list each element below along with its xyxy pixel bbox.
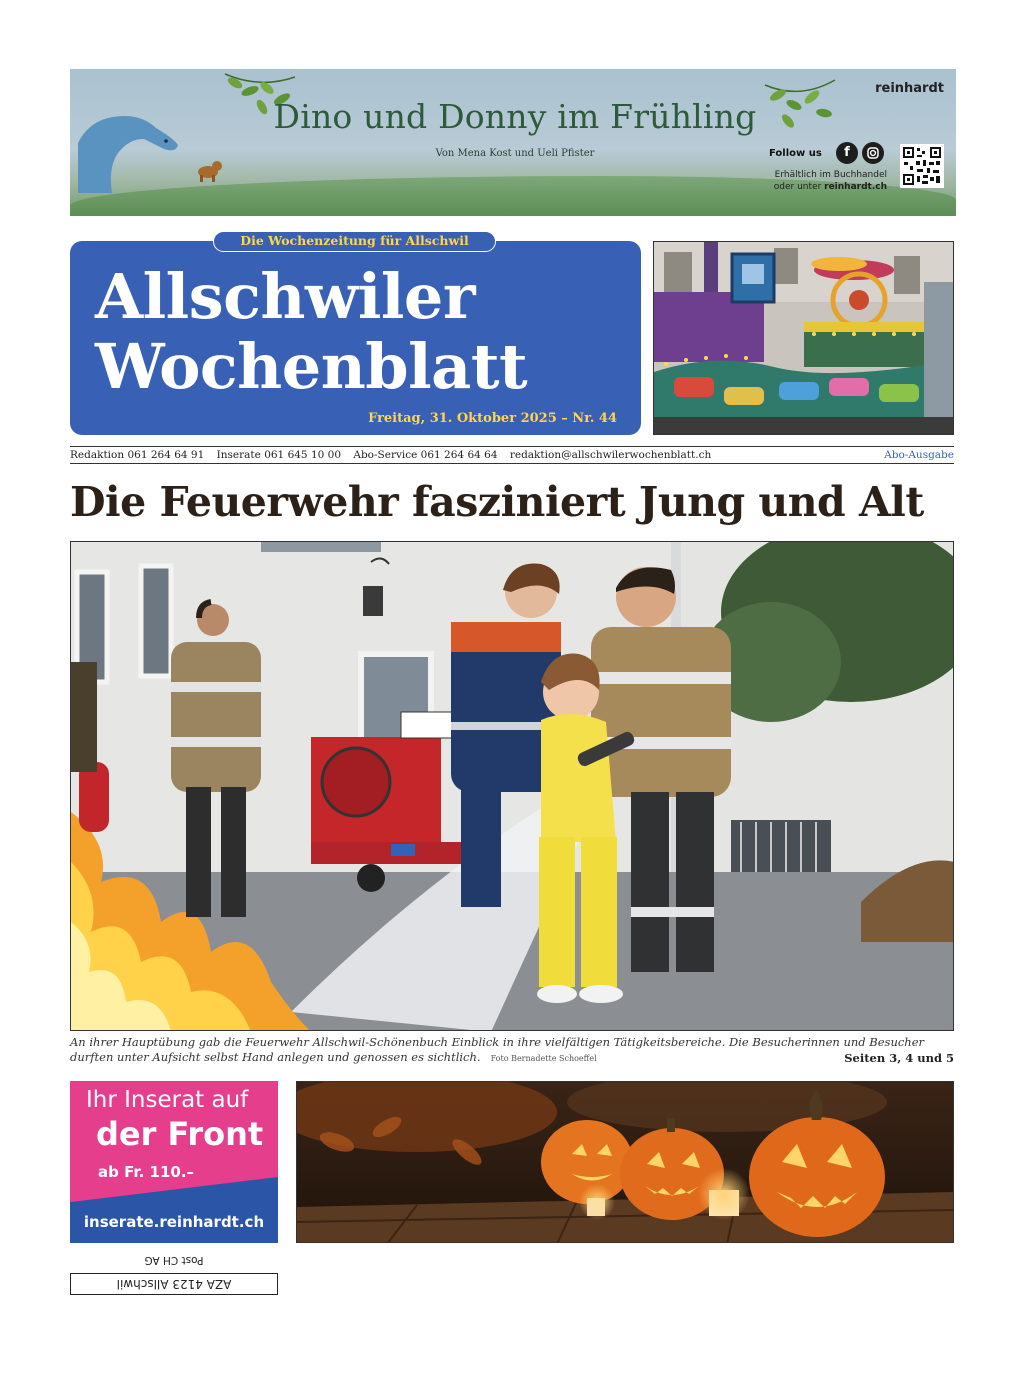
contact-list — [70, 449, 720, 461]
available-online: oder unter reinhardt.ch — [773, 182, 887, 192]
caption-text: An ihrer Hauptübung gab die Feuerwehr Allschwil-Schönenbuch Einblick in ihre vielfältigen Tätigkeitsbereiche. Die Besucherinnen und Besucher durften unter Aufsicht selbst Hand anlegen und genossen es sichtlich. — [70, 1035, 925, 1064]
qr-code-icon[interactable] — [900, 144, 944, 188]
leaves-right-icon — [760, 75, 840, 135]
facebook-icon[interactable]: f — [836, 142, 858, 164]
fire-brigade-photo — [70, 541, 954, 1031]
page-reference[interactable]: Seiten 3, 4 und 5 — [844, 1051, 954, 1065]
banner-authors: Von Mena Kost und Ueli Pfister — [435, 148, 595, 159]
follow-us-label: Follow us — [769, 148, 822, 159]
aza-address-box: AZA 4123 Allschwil — [70, 1273, 278, 1295]
masthead-tagline: Die Wochenzeitung für Allschwil — [213, 231, 496, 252]
inserat-ad[interactable] — [70, 1081, 278, 1243]
contact-email[interactable]: redaktion@allschwilerwochenblatt.ch — [509, 449, 712, 461]
reinhardt-link[interactable]: reinhardt.ch — [824, 182, 887, 192]
banner-ad[interactable] — [70, 69, 956, 216]
photo-caption — [70, 1035, 954, 1066]
inserat-url[interactable]: inserate.reinhardt.ch — [83, 1213, 265, 1231]
reinhardt-logo: reinhardt — [875, 81, 944, 96]
halloween-pumpkins-photo — [296, 1081, 954, 1243]
inserat-price: ab Fr. 110.– — [98, 1163, 195, 1181]
contact-abo-service: Abo-Service 061 264 64 64 — [353, 449, 498, 461]
inserat-line2: der Front — [96, 1115, 264, 1153]
issue-date: Freitag, 31. Oktober 2025 – Nr. 44 — [368, 411, 617, 426]
main-headline: Die Feuerwehr fasziniert Jung und Alt — [70, 478, 924, 526]
contact-inserate: Inserate 061 645 10 00 — [216, 449, 342, 461]
masthead-title — [95, 262, 625, 402]
edition-label: Abo-Ausgabe — [884, 449, 954, 461]
instagram-icon[interactable] — [862, 142, 884, 164]
dinosaur-illustration-icon — [78, 83, 178, 193]
contact-bar — [70, 446, 954, 464]
inserat-line1: Ihr Inserat auf — [86, 1087, 249, 1113]
dog-illustration-icon — [194, 157, 224, 183]
inserat-blue-band — [70, 1177, 278, 1243]
contact-redaktion: Redaktion 061 264 64 91 — [70, 449, 205, 461]
available-bookstore: Erhältlich im Buchhandel — [774, 170, 887, 180]
photo-credit: Foto Bernadette Schoeffel — [490, 1054, 597, 1063]
banner-title: Dino und Donny im Frühling — [273, 97, 757, 136]
masthead-title-line2: Wochenblatt — [95, 330, 528, 403]
fairground-photo — [653, 241, 954, 435]
masthead-title-line1: Allschwiler — [95, 260, 476, 333]
post-label: Post CH AG — [144, 1254, 204, 1266]
